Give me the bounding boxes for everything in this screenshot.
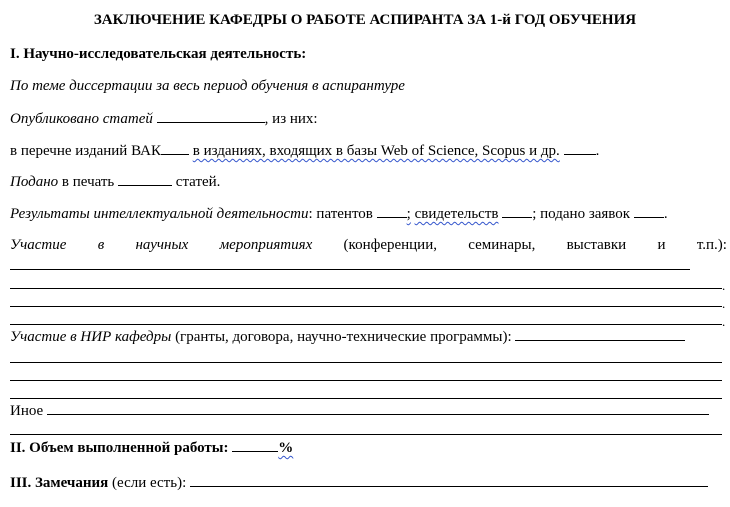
published-label: Опубликовано статей [10,111,153,127]
section-2-heading: II. Объем выполненной работы: [10,440,229,456]
ip-row: Результаты интеллектуальной деятельности: патентов ; свидетельств ; подано заявок . [10,206,668,222]
events-row [10,236,727,254]
ip-certificates-label: свидетельств [414,206,499,222]
vak-end: . [595,143,600,159]
work-volume-field[interactable] [232,438,278,452]
published-count-field[interactable] [157,109,265,123]
events-word: т.п.): [696,237,727,253]
wos-count-field[interactable] [564,141,596,155]
nir-rest: (гранты, договора, научно-технические программы): [171,329,512,345]
nir-answer-line[interactable] [10,398,722,399]
vak-prefix: в перечне изданий ВАК [10,143,161,159]
line-dot: . [722,314,726,329]
published-row [10,109,724,128]
applications-count-field[interactable] [634,204,664,218]
other-answer-field[interactable] [47,401,709,415]
submitted-suffix: статей. [175,174,221,190]
section-3-row [10,473,724,492]
line-dot: . [722,296,726,311]
submitted-row [10,172,724,191]
submitted-count-field[interactable] [118,172,172,186]
events-word: научных [135,237,189,253]
ip-patents-label: : патентов [308,206,373,222]
other-answer-line[interactable] [10,434,722,435]
events-word: выставки [566,237,627,253]
other-row [10,401,724,420]
certificates-count-field[interactable] [502,204,532,218]
events-word: (конференции, [343,237,437,253]
events-word: в [97,237,105,253]
events-word: мероприятиях [219,237,313,253]
section-3-heading: III. Замечания [10,475,109,491]
other-label: Иное [10,403,44,419]
vak-count-field[interactable] [161,141,189,155]
events-answer-line[interactable] [10,324,722,325]
section-1-heading: I. Научно-исследовательская деятельность: [10,46,307,62]
nir-label: Участие в НИР кафедры [10,329,172,345]
events-word: и [657,237,666,253]
remarks-field[interactable] [190,473,708,487]
published-suffix: , из них: [264,111,318,127]
events-word: Участие [10,237,67,253]
patents-count-field[interactable] [377,204,407,218]
ip-label: Результаты интеллектуальной деятельности [10,206,309,222]
theme-line: По теме диссертации за весь период обучения в аспирантуре [10,78,405,94]
vak-row [10,141,724,160]
percent-sign: % [278,440,294,456]
nir-answer-line[interactable] [10,362,722,363]
ip-end: . [663,206,668,222]
ip-applications-label: ; подано заявок [532,206,631,222]
line-dot: . [722,278,726,293]
submitted-label: Подано [10,174,59,190]
events-word: семинары, [468,237,536,253]
document-title: ЗАКЛЮЧЕНИЕ КАФЕДРЫ О РАБОТЕ АСПИРАНТА ЗА 1-й ГОД ОБУЧЕНИЯ [93,12,637,28]
submitted-mid: в печать [58,174,115,190]
section-2-row [10,438,724,457]
events-answer-line[interactable] [10,288,722,289]
nir-answer-field[interactable] [515,327,685,341]
section-3-note: (если есть): [108,475,187,491]
vak-mid: в изданиях, входящих в базы Web of Science, Scopus и др. [192,143,560,159]
events-answer-line[interactable] [10,269,690,270]
nir-row [10,327,724,346]
nir-answer-line[interactable] [10,380,722,381]
events-answer-line[interactable] [10,306,722,307]
